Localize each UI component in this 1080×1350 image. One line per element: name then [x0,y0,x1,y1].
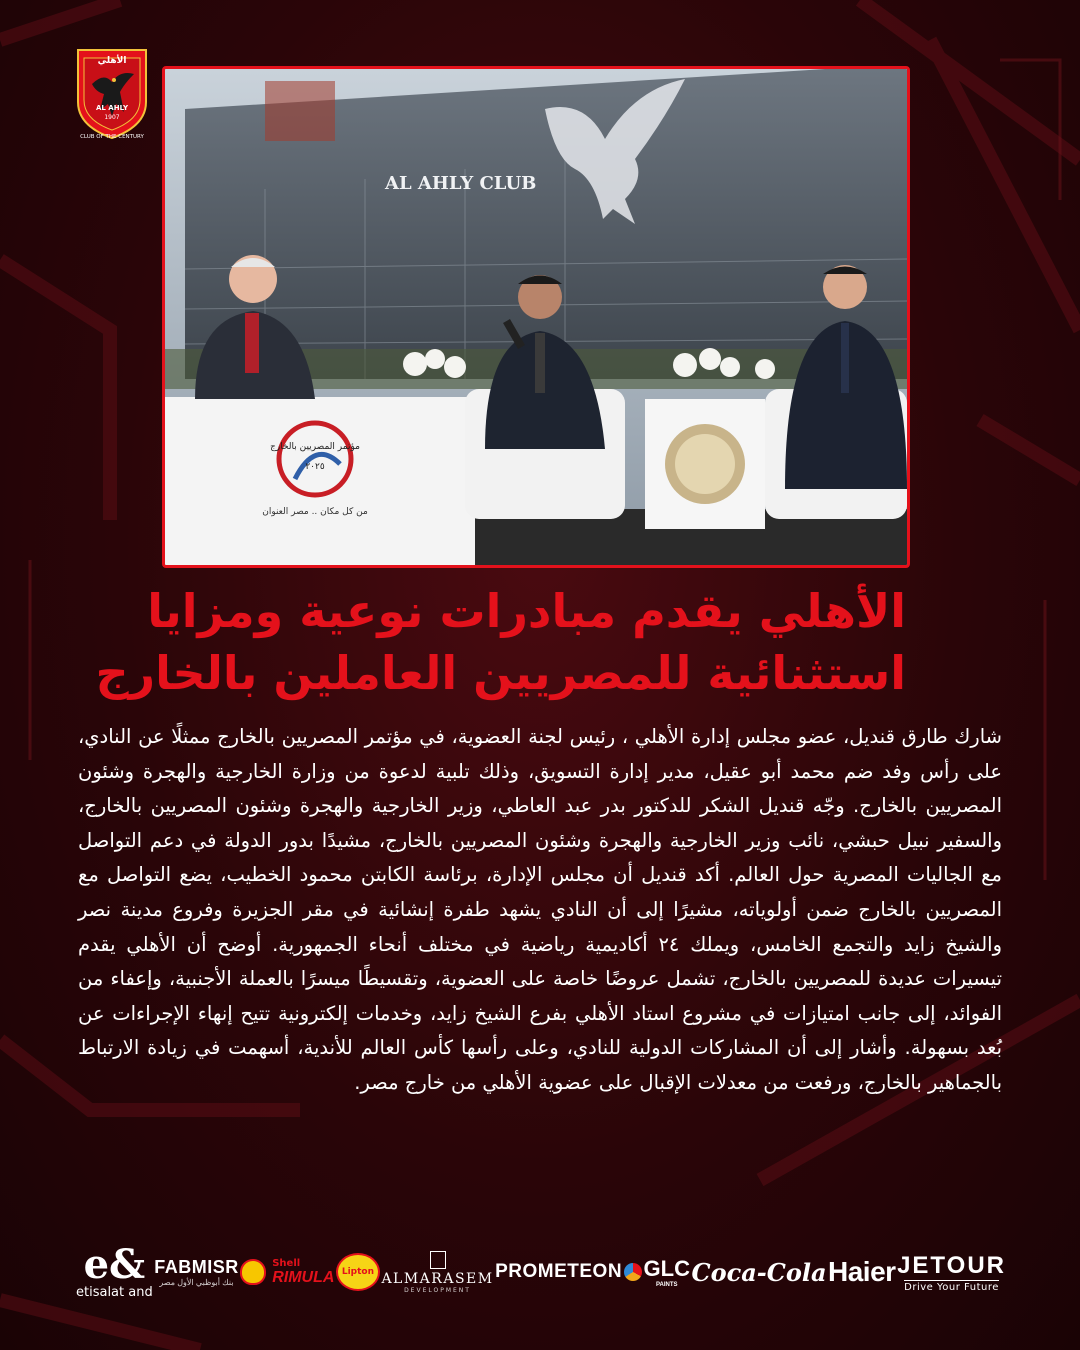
sponsor-glc [624,1256,690,1288]
shell-logo-icon [240,1259,266,1285]
sponsor-strip [76,1232,1006,1312]
logo-name: AL AHLY [95,104,129,112]
almarasem-sub: DEVELOPMENT [404,1286,471,1294]
sponsor-shell [240,1258,334,1287]
sponsor-almarasem [381,1251,493,1294]
fab-name: FAB [154,1257,192,1277]
conference-photo [162,66,910,568]
headline-line-2: استثنائية للمصريين العاملين بالخارج [95,646,906,700]
shell-product: RIMULA [272,1268,335,1286]
headline-line-1: الأهلي يقدم مبادرات نوعية ومزايا [147,584,906,638]
sponsor-lipton [336,1253,380,1291]
lipton-logo-icon: Lipton [336,1253,380,1291]
podium-year: ٢٠٢٥ [305,462,325,472]
glc-logo-icon [624,1263,642,1281]
sponsor-fabmisr [154,1257,239,1287]
jetour-name: JETOUR [897,1251,1006,1279]
sponsor-jetour [897,1252,1006,1293]
sponsor-cocacola: Coca-Cola [691,1257,827,1287]
sponsor-haier: Haier [828,1256,896,1287]
jetour-tagline: Drive Your Future [904,1281,999,1293]
building-sign: AL AHLY CLUB [385,173,537,194]
etisalat-logo-icon: e& [83,1240,146,1288]
glc-sub: PAINTS [655,1282,678,1288]
fab-misr: MISR [191,1257,239,1277]
sponsor-etisalat [76,1240,153,1300]
shell-name: Shell [272,1257,301,1269]
fab-sub: بنك أبوظبي الأول مصر [159,1278,234,1287]
almarasem-logo-icon [430,1251,446,1269]
sponsor-prometeon: PROMETEON [495,1261,623,1282]
logo-arabic: الأهلي [97,56,127,66]
almarasem-name: ALMARASEM [381,1270,494,1287]
podium-title: مؤتمر المصريين بالخارج [270,442,360,452]
logo-slogan: CLUB OF THE CENTURY [80,134,144,140]
headline [95,580,906,704]
glc-name: GLC [643,1256,690,1281]
etisalat-name: etisalat and [76,1284,153,1300]
article-body: شارك طارق قنديل، عضو مجلس إدارة الأهلي ، رئيس لجنة العضوية، في مؤتمر المصريين بالخارج ممثلًا عن النادي، على رأس وفد ضم محمد أبو عقيل، مدير إدارة التسويق، وذلك تلبية لدعوة من وزارة الخارجية والهجرة وشئون المصريين بالخارج. وجّه قنديل الشكر للدكتور بدر عبد العاطي، وزير الخارجية والهجرة وشئون المصريين بالخارج، والسفير نبيل حبشي، نائب وزير الخارجية والهجرة وشئون المصريين بالخارج، مشيدًا بدور الدولة في دعم التواصل مع الجاليات المصرية حول العالم. أكد قنديل أن مجلس الإدارة، برئاسة الكابتن محمود الخطيب، يضع التواصل مع المصريين بالخارج ضمن أولوياته، مشيرًا إلى أن النادي يشهد طفرة إنشائية في مقر الجزيرة وفروع مدينة نصر والشيخ زايد والتجمع الخامس، ويملك ٢٤ أكاديمية رياضية في مختلف أنحاء الجمهورية. أوضح أن الأهلي يقدم تيسيرات عديدة للمصريين بالخارج، تشمل عروضًا خاصة على العضوية، وتقسيطًا ميسرًا بالعملة الأجنبية، وإعفاء من الفوائد، إلى جانب امتيازات في مشروع استاد الأهلي بفرع الشيخ زايد، وخدمات إلكترونية تتيح إنهاء الإجراءات عن بُعد بسهولة. وأشار إلى أن المشاركات الدولية للنادي، وعلى رأسها كأس العالم للأندية، أسهمت في زيادة الارتباط بالجماهير بالخارج، ورفعت من معدلات الإقبال على عضوية الأهلي من خارج مصر. [78,725,1002,1094]
podium-slogan: من كل مكان .. مصر العنوان [262,507,368,517]
logo-year: 1907 [104,114,120,121]
